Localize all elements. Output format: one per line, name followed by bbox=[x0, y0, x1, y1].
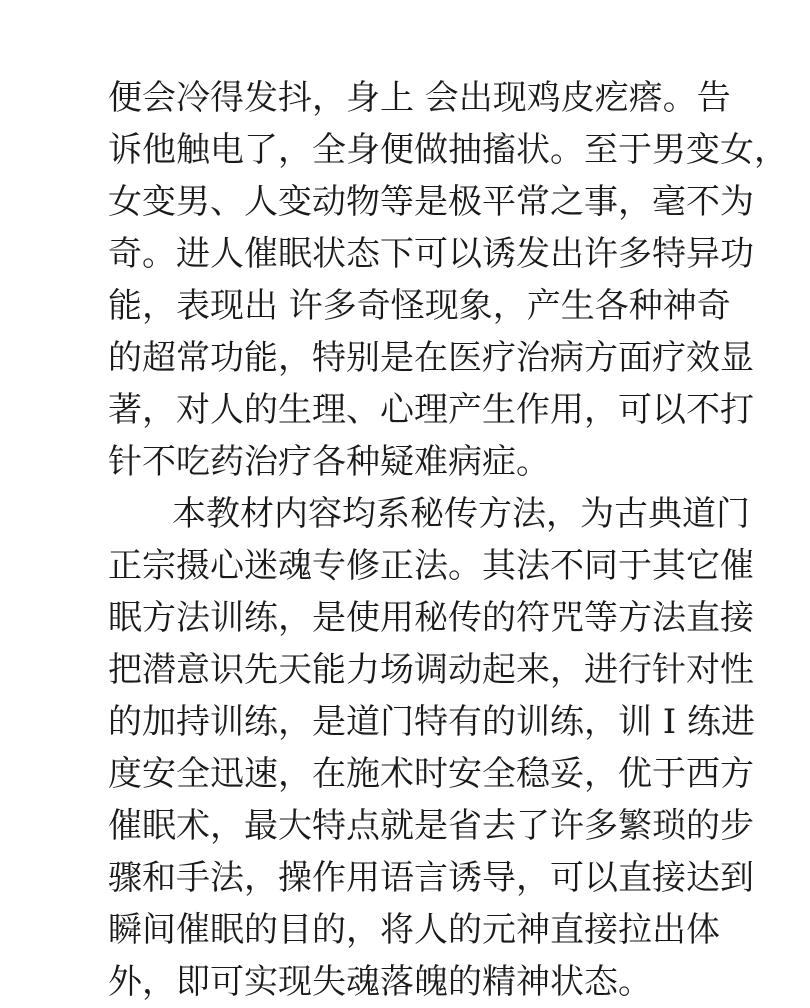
text-line: 瞬间催眠的目的，将人的元神直接拉出体 bbox=[108, 910, 720, 950]
text-line: 骤和手法，操作用语言诱导，可以直接达到 bbox=[108, 858, 754, 898]
text-line: 能，表现出 许多奇怪现象，产生各种神奇 bbox=[108, 286, 731, 326]
text-line: 针不吃药治疗各种疑难病症。 bbox=[108, 442, 550, 482]
text-line: 正宗摄心迷魂专修正法。其法不同于其它催 bbox=[108, 546, 754, 586]
body-text bbox=[108, 72, 788, 1008]
text-line: 奇。进人催眠状态下可以诱发出许多特异功 bbox=[108, 234, 754, 274]
text-line: 著，对人的生理、心理产生作用，可以不打 bbox=[108, 390, 754, 430]
text-line: 度安全迅速，在施术时安全稳妥，优于西方 bbox=[108, 754, 754, 794]
text-line: 的超常功能，特别是在医疗治病方面疗效显 bbox=[108, 338, 754, 378]
text-line: 外，即可实现失魂落魄的精神状态。 bbox=[108, 962, 652, 1002]
text-line: 便会冷得发抖，身上 会出现鸡皮疙瘩。告 bbox=[108, 78, 731, 118]
text-line: 女变男、人变动物等是极平常之事，毫不为 bbox=[108, 182, 754, 222]
text-line: 眠方法训练，是使用秘传的符咒等方法直接 bbox=[108, 598, 754, 638]
text-line: 把潜意识先天能力场调动起来，进行针对性 bbox=[108, 650, 754, 690]
text-line: 催眠术，最大特点就是省去了许多繁琐的步 bbox=[108, 806, 754, 846]
paragraph-first-line: 本教材内容均系秘传方法，为古典道门 bbox=[172, 494, 750, 534]
text-line: 的加持训练，是道门特有的训练，训 I 练进 bbox=[108, 702, 756, 742]
text-line: 诉他触电了，全身便做抽搐状。至于男变女， bbox=[108, 130, 788, 170]
